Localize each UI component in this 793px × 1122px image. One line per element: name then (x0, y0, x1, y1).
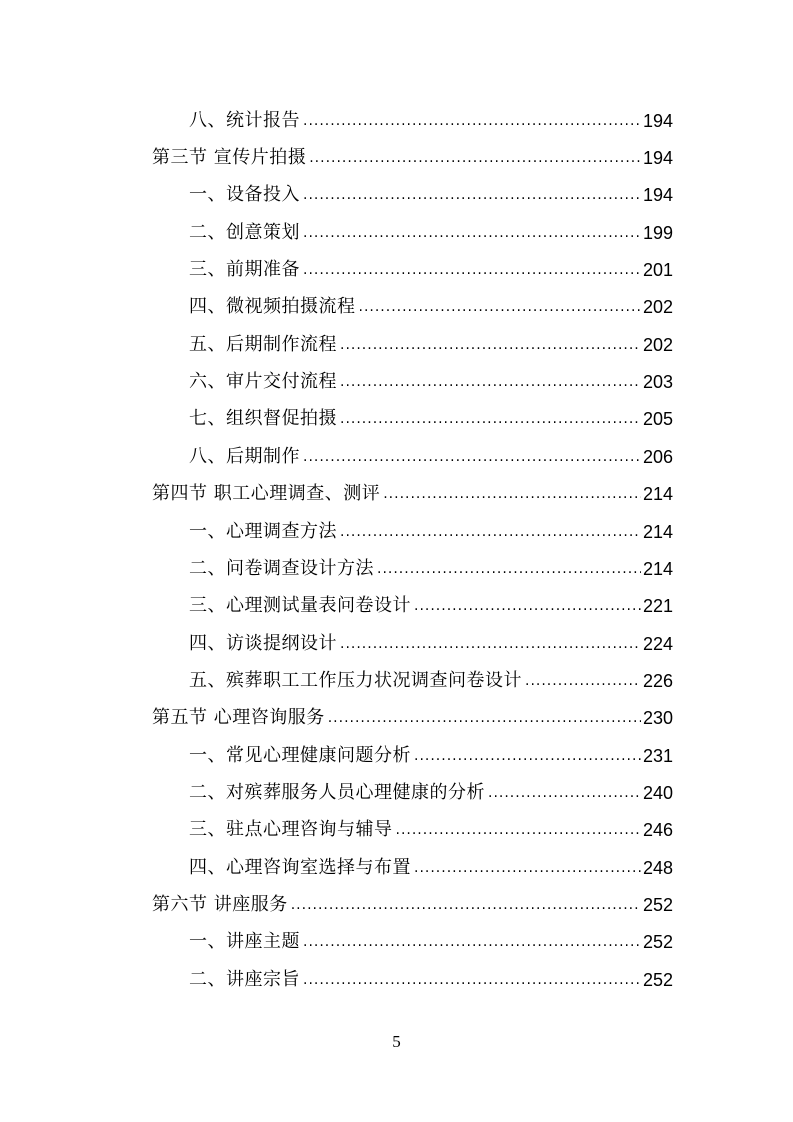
toc-entry[interactable] (189, 625, 673, 655)
toc-entry-title: 第三节 宣传片拍摄 (152, 147, 307, 168)
toc-dot-leader (303, 113, 641, 129)
toc-page-number: 230 (642, 708, 673, 728)
toc-dot-leader (303, 972, 641, 988)
toc-entry[interactable] (189, 923, 673, 953)
toc-page-number: 214 (642, 484, 673, 504)
toc-dot-leader (488, 785, 641, 801)
toc-entry[interactable] (189, 326, 673, 356)
toc-page-number: 252 (642, 895, 673, 915)
toc-entry-title: 四、心理咨询室选择与布置 (189, 857, 411, 878)
toc-dot-leader (340, 411, 641, 427)
toc-dot-leader (303, 934, 641, 950)
toc-dot-leader (340, 337, 641, 353)
toc-entry-title: 四、微视频拍摄流程 (189, 296, 356, 317)
toc-page-number: 252 (642, 970, 673, 990)
toc-dot-leader (414, 748, 641, 764)
toc-dot-leader (377, 561, 641, 577)
toc-entry[interactable] (152, 475, 673, 505)
toc-entry[interactable] (189, 251, 673, 281)
toc-entry-title: 二、讲座宗旨 (189, 969, 300, 990)
toc-entry-title: 六、审片交付流程 (189, 371, 337, 392)
toc-entry[interactable] (189, 176, 673, 206)
toc-entry[interactable] (189, 774, 673, 804)
toc-entry[interactable] (189, 400, 673, 430)
toc-dot-leader (414, 598, 641, 614)
toc-page-number: 194 (642, 111, 673, 131)
toc-page-number: 252 (642, 932, 673, 952)
toc-entry-title: 一、讲座主题 (189, 931, 300, 952)
toc-entry-title: 三、前期准备 (189, 259, 300, 280)
toc-entry[interactable] (189, 102, 673, 132)
toc-entry[interactable] (189, 662, 673, 692)
toc-dot-leader (303, 187, 641, 203)
toc-page-number: 246 (642, 820, 673, 840)
toc-entry[interactable] (189, 961, 673, 991)
toc-dot-leader (359, 299, 641, 315)
toc-page-number: 226 (642, 671, 673, 691)
toc-entry-title: 一、设备投入 (189, 184, 300, 205)
toc-entry-title: 三、驻点心理咨询与辅导 (189, 819, 393, 840)
toc-entry[interactable] (189, 811, 673, 841)
toc-entry[interactable] (189, 587, 673, 617)
toc-dot-leader (291, 897, 641, 913)
toc-page-number: 248 (642, 858, 673, 878)
toc-entry-title: 八、统计报告 (189, 110, 300, 131)
toc-entry-title: 三、心理测试量表问卷设计 (189, 595, 411, 616)
toc-dot-leader (303, 449, 641, 465)
toc-entry-title: 二、创意策划 (189, 222, 300, 243)
toc-entry[interactable] (152, 139, 673, 169)
toc-dot-leader (396, 822, 641, 838)
toc-dot-leader (414, 860, 641, 876)
toc-dot-leader (525, 673, 641, 689)
toc-page-number: 224 (642, 634, 673, 654)
toc-page-number: 199 (642, 223, 673, 243)
toc-page-number: 214 (642, 559, 673, 579)
toc-entry[interactable] (189, 513, 673, 543)
toc-entry[interactable] (189, 849, 673, 879)
toc-dot-leader (303, 262, 641, 278)
toc-dot-leader (340, 636, 641, 652)
toc-page-number: 221 (642, 596, 673, 616)
toc-page-number: 203 (642, 372, 673, 392)
toc-page-number: 231 (642, 746, 673, 766)
toc-dot-leader (328, 710, 641, 726)
page-number-footer: 5 (392, 1032, 401, 1051)
toc-dot-leader (340, 524, 641, 540)
toc-entry[interactable] (152, 886, 673, 916)
toc-entry-title: 一、常见心理健康问题分析 (189, 745, 411, 766)
toc-entry-title: 一、心理调查方法 (189, 521, 337, 542)
toc-page-number: 202 (642, 335, 673, 355)
toc-entry-title: 第四节 职工心理调查、测评 (152, 483, 381, 504)
toc-entry-title: 二、问卷调查设计方法 (189, 558, 374, 579)
toc-page-number: 240 (642, 783, 673, 803)
toc-entry[interactable] (189, 438, 673, 468)
toc-entry-title: 七、组织督促拍摄 (189, 408, 337, 429)
toc-entry-title: 八、后期制作 (189, 446, 300, 467)
toc-page-number: 194 (642, 185, 673, 205)
toc-page-number: 206 (642, 447, 673, 467)
toc-entry-title: 五、殡葬职工工作压力状况调查问卷设计 (189, 670, 522, 691)
toc-dot-leader (340, 374, 641, 390)
toc-page-number: 214 (642, 522, 673, 542)
toc-dot-leader (303, 225, 641, 241)
toc-dot-leader (309, 150, 641, 166)
toc-entry[interactable] (189, 288, 673, 318)
toc-entry-title: 五、后期制作流程 (189, 334, 337, 355)
toc-entry[interactable] (189, 363, 673, 393)
toc-entry-title: 第六节 讲座服务 (152, 894, 288, 915)
toc-page-number: 202 (642, 297, 673, 317)
toc-page-number: 201 (642, 260, 673, 280)
toc-entry-title: 四、访谈提纲设计 (189, 633, 337, 654)
toc-entry-title: 第五节 心理咨询服务 (152, 707, 325, 728)
toc-entry[interactable] (152, 699, 673, 729)
toc-entry[interactable] (189, 737, 673, 767)
toc-entry[interactable] (189, 550, 673, 580)
toc-dot-leader (383, 486, 641, 502)
toc-page-number: 205 (642, 409, 673, 429)
toc-entry-title: 二、对殡葬服务人员心理健康的分析 (189, 782, 485, 803)
toc-entry[interactable] (189, 214, 673, 244)
toc-page-number: 194 (642, 148, 673, 168)
